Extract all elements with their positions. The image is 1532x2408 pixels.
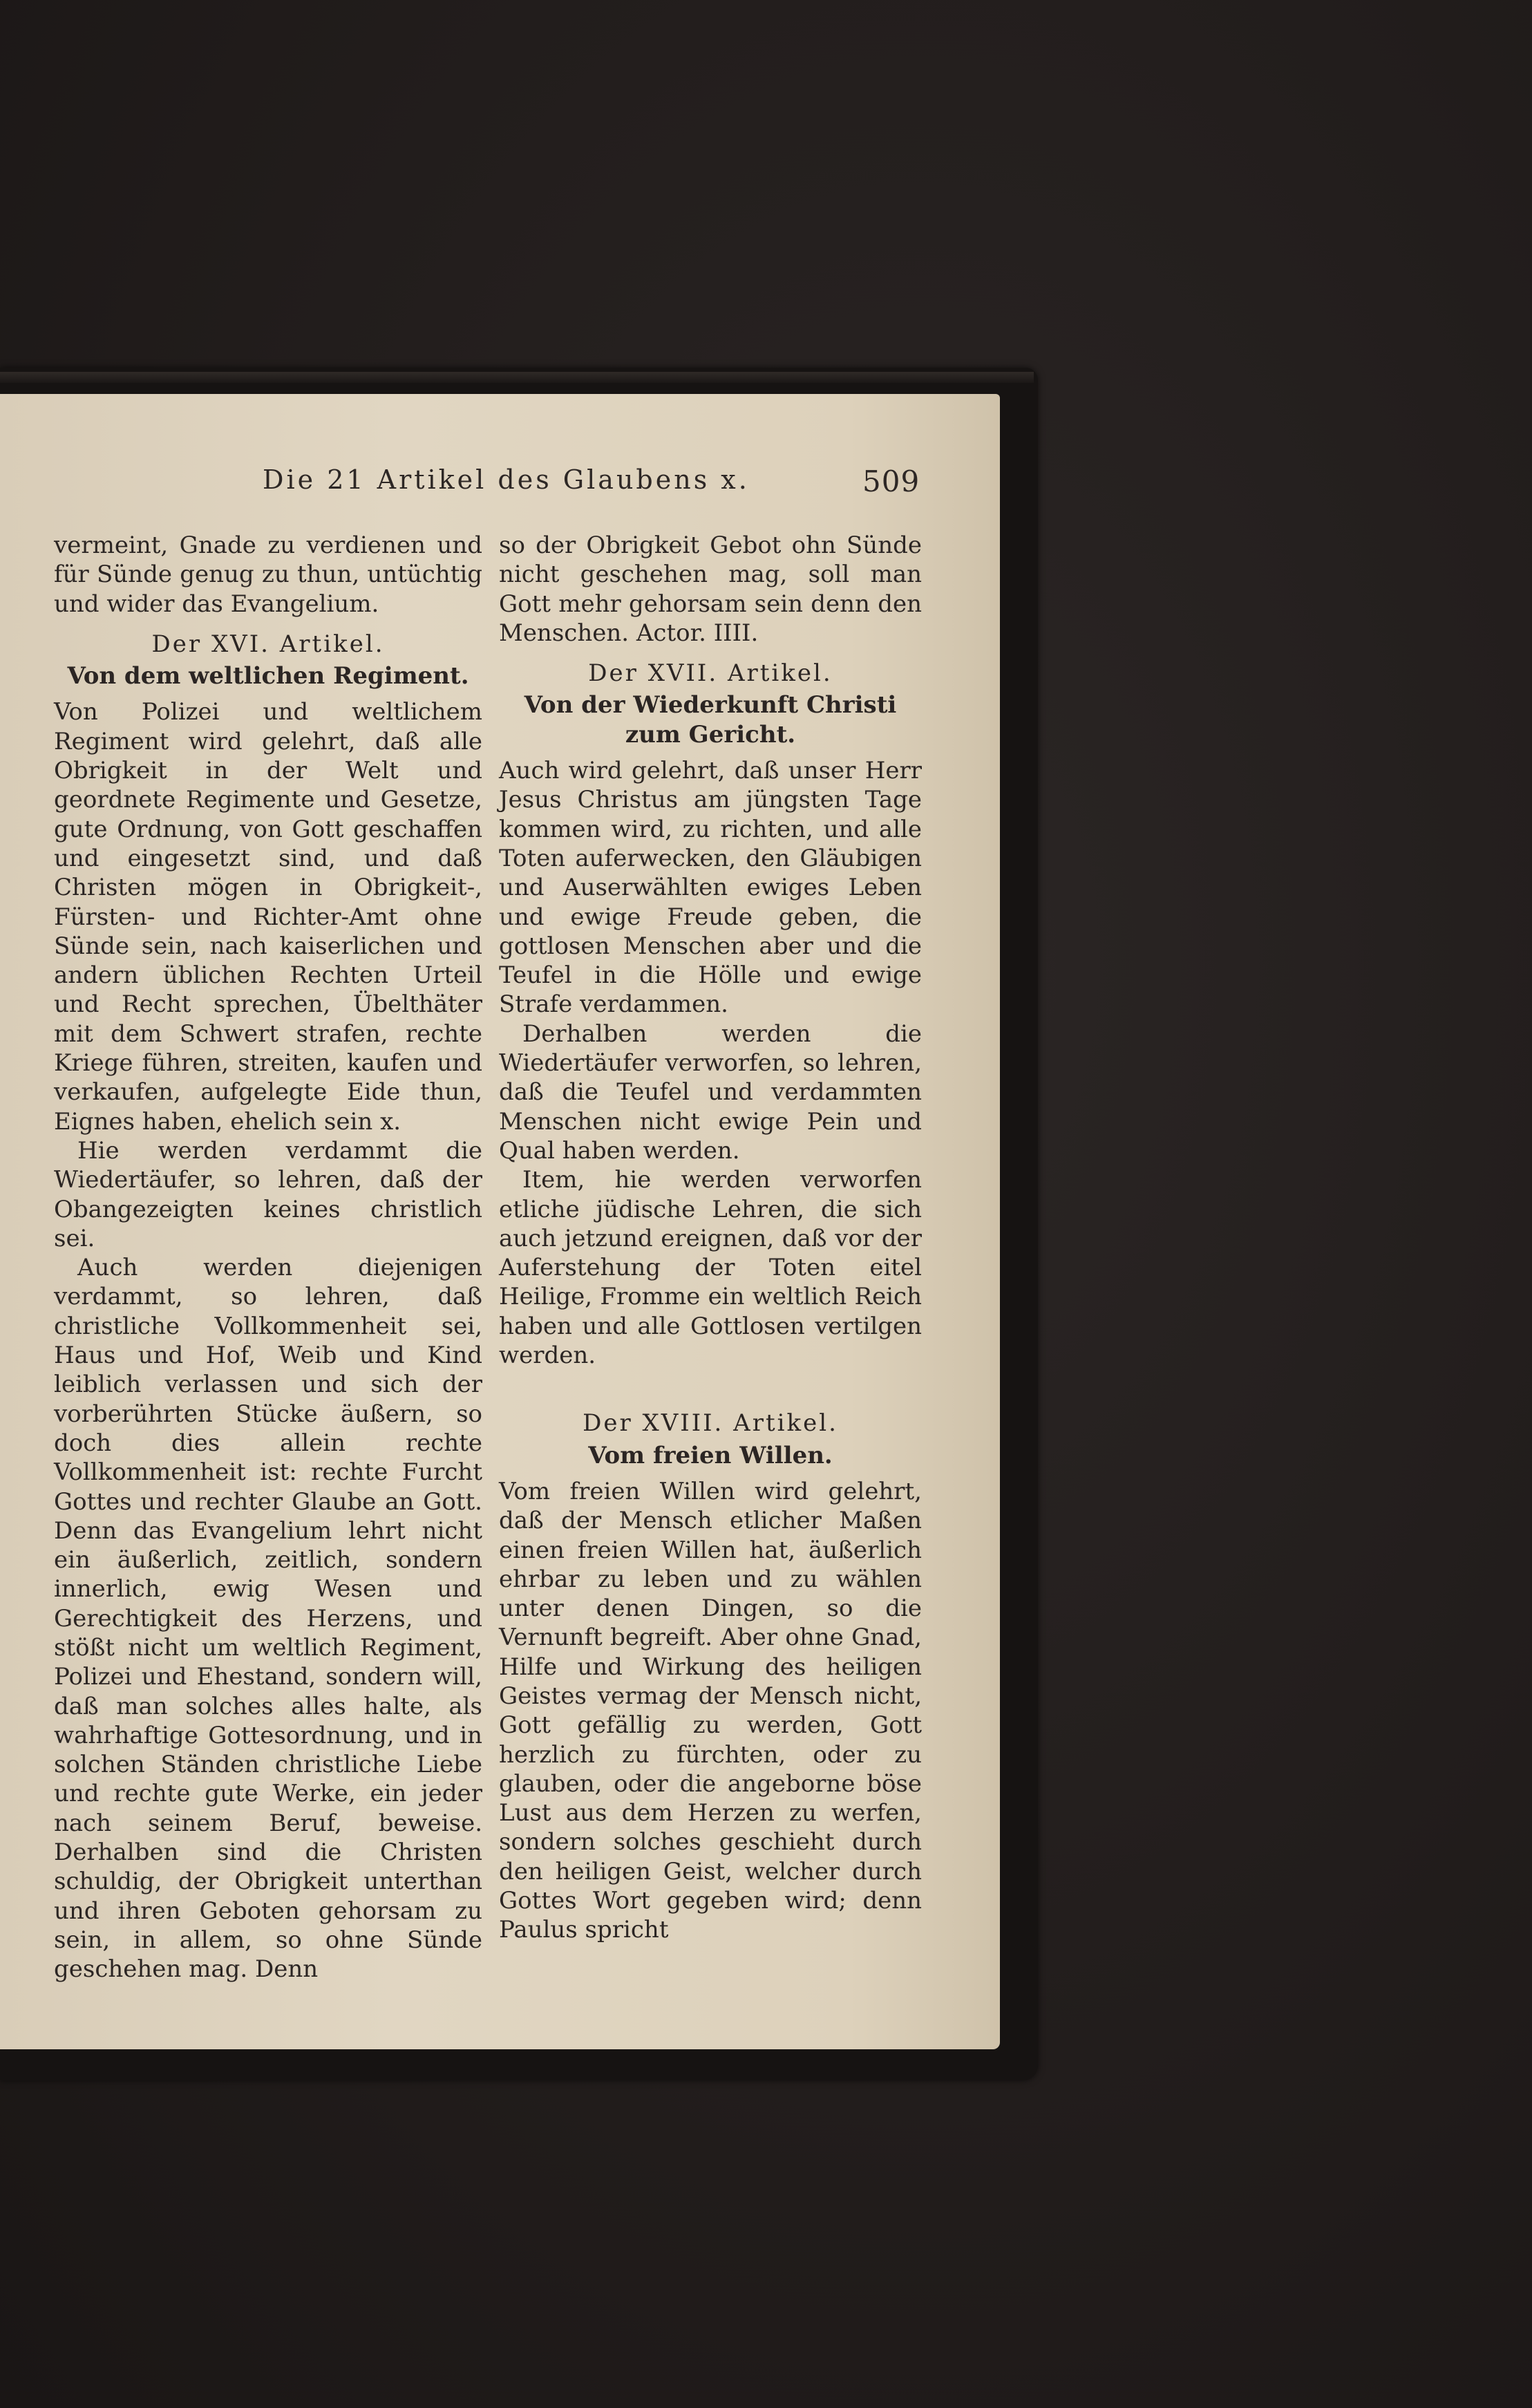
paragraph: Hie werden verdammt die Wiedertäufer, so lehren, daß der Obangezeigten keines christlich sei.	[54, 1136, 482, 1252]
paragraph: Von Polizei und weltlichem Regiment wird gelehrt, daß alle Obrigkeit in der Welt und geordnete Regimente und Gesetze, gute Ordnung, von Gott geschaffen und eingesetzt sind, und daß Christen mögen in Obrigkeit-, Fürsten- und Richter-Amt ohne Sünde sein, nach kaiserlichen und andern üblichen Rechten Urteil und Recht sprechen, Übelthäter mit dem Schwert strafen, rechte Kriege führen, streiten, kaufen und verkaufen, aufgelegte Eide thun, Eignes haben, ehelich sein x.	[54, 698, 482, 1136]
article-title: Vom freien Willen.	[588, 1441, 833, 1469]
article-title: Von der Wiederkunft Christi zum Gericht.	[524, 691, 897, 749]
page-header	[263, 464, 926, 506]
article-label: Der XVI. Artikel.	[151, 630, 385, 658]
paragraph: vermeint, Gnade zu verdienen und für Sünde genug zu thun, untüchtig und wider das Evangelium.	[54, 532, 482, 618]
paragraph: Auch wird gelehrt, daß unser Herr Jesus Christus am jüngsten Tage kommen wird, zu richten, und alle Toten auferwecken, den Gläubigen und Auserwählten ewiges Leben und ewige Freude geben, die gottlosen Menschen aber und die Teufel in die Hölle und ewige Strafe verdammen.	[499, 757, 922, 1019]
paragraph: Vom freien Willen wird gelehrt, daß der Mensch etlicher Maßen einen freien Willen hat, äußerlich ehrbar zu leben und zu wählen unter denen Dingen, so die Vernunft begreift. Aber ohne Gnad, Hilfe und Wirkung des heiligen Geistes vermag der Mensch nicht, Gott gefällig zu werden, Gott herzlich zu fürchten, oder zu glauben, oder die angeborne böse Lust aus dem Herzen zu werfen, sondern solches geschieht durch den heiligen Geist, welcher durch Gottes Wort gegeben wird; denn Paulus spricht	[499, 1477, 922, 1944]
paragraph: Auch werden diejenigen verdammt, so lehren, daß christliche Vollkommenheit sei, Haus und Hof, Weib und Kind leiblich verlassen und sich der vorberührten Stücke äußern, so doch dies allein rechte Vollkommenheit ist: rechte Furcht Gottes und rechter Glaube an Gott. Denn das Evangelium lehrt nicht ein äußerlich, zeitlich, sondern innerlich, ewig Wesen und Gerechtigkeit des Herzens, und stößt nicht um weltlich Regiment, Polizei und Ehestand, sondern will, daß man solches alles halte, als wahrhaftige Gottesordnung, und in solchen Ständen christliche Liebe und rechte gute Werke, ein jeder nach seinem Beruf, beweise. Derhalben sind die Christen schuldig, der Obrigkeit unterthan und ihren Geboten gehorsam zu sein, in allem, so ohne Sünde geschehen mag. Denn	[54, 1254, 482, 1984]
section-gap	[499, 1370, 922, 1398]
paragraph: Item, hie werden verworfen etliche jüdische Lehren, die sich auch jetzund ereignen, daß vor der Auferstehung der Toten eitel Heilige, Fromme ein weltlich Reich haben und alle Gottlosen vertilgen werden.	[499, 1166, 922, 1370]
paragraph: so der Obrigkeit Gebot ohn Sünde nicht geschehen mag, soll man Gott mehr gehorsam sein denn den Menschen. Actor. IIII.	[499, 532, 922, 647]
page-number: 509	[862, 464, 920, 498]
article-label: Der XVII. Artikel.	[588, 659, 833, 688]
running-title: Die 21 Artikel des Glaubens x.	[263, 464, 750, 495]
book-top-edge	[0, 372, 1034, 383]
left-column	[54, 531, 482, 1984]
right-column	[499, 531, 922, 1945]
paragraph: Derhalben werden die Wiedertäufer verworfen, so lehren, daß die Teufel und verdammten Menschen nicht ewige Pein und Qual haben werden.	[499, 1019, 922, 1165]
article-title: Von dem weltlichen Regiment.	[67, 662, 469, 690]
article-label: Der XVIII. Artikel.	[583, 1409, 838, 1438]
